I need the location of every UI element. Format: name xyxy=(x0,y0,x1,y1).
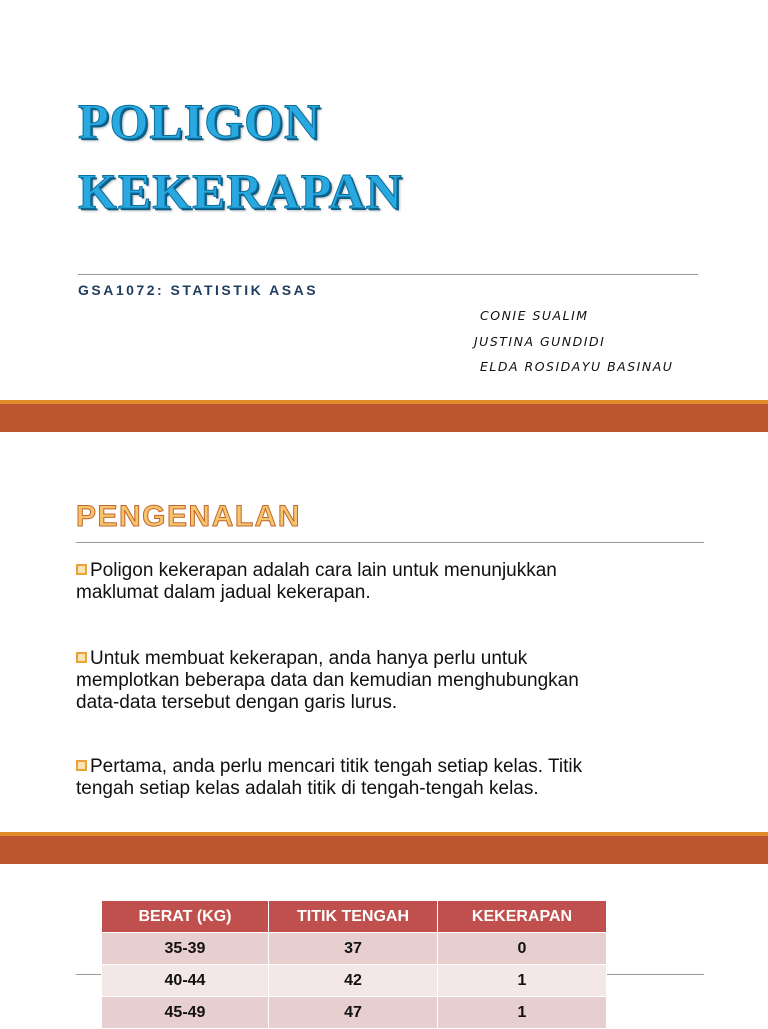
paragraph-line: Poligon kekerapan adalah cara lain untuk menunjukkan xyxy=(90,560,557,581)
table-cell: 45-49 xyxy=(102,997,269,1029)
table-row xyxy=(102,965,607,997)
divider xyxy=(78,274,698,275)
author-name: ELDA ROSIDAYU BASINAU xyxy=(480,359,674,374)
paragraph-line: memplotkan beberapa data dan kemudian menghubungkan xyxy=(76,670,579,691)
paragraph-line: Pertama, anda perlu mencari titik tengah setiap kelas. Titik xyxy=(90,756,583,777)
column-header: BERAT (KG) xyxy=(102,901,269,933)
table-cell: 0 xyxy=(438,933,607,965)
title-slide xyxy=(0,0,768,400)
checkbox-bullet-icon xyxy=(76,564,87,575)
paragraph-line: maklumat dalam jadual kekerapan. xyxy=(76,582,371,603)
paragraph-line: data-data tersebut dengan garis lurus. xyxy=(76,692,398,713)
slide-separator xyxy=(0,400,768,432)
table-cell: 42 xyxy=(269,965,438,997)
table-cell: 37 xyxy=(269,933,438,965)
table-row xyxy=(102,933,607,965)
bullet-paragraph xyxy=(76,648,676,714)
author-name: JUSTINA GUNDIDI xyxy=(474,334,606,349)
table-cell: 40-44 xyxy=(102,965,269,997)
table-cell: 35-39 xyxy=(102,933,269,965)
table-slide xyxy=(0,864,768,1024)
column-header: TITIK TENGAH xyxy=(269,901,438,933)
slide-separator xyxy=(0,832,768,864)
course-subtitle: GSA1072: STATISTIK ASAS xyxy=(78,282,319,298)
paragraph-line: tengah setiap kelas adalah titik di tengah-tengah kelas. xyxy=(76,778,539,799)
column-header: KEKERAPAN xyxy=(438,901,607,933)
table-cell: 47 xyxy=(269,997,438,1029)
bullet-paragraph xyxy=(76,560,676,604)
table-cell: 1 xyxy=(438,965,607,997)
divider xyxy=(76,542,704,543)
checkbox-bullet-icon xyxy=(76,652,87,663)
section-heading: PENGENALAN xyxy=(76,500,302,533)
frequency-table xyxy=(101,900,607,1029)
checkbox-bullet-icon xyxy=(76,760,87,771)
author-name: CONIE SUALIM xyxy=(480,308,589,323)
paragraph-line: Untuk membuat kekerapan, anda hanya perlu untuk xyxy=(90,648,528,669)
intro-slide xyxy=(0,432,768,832)
table-header-row xyxy=(102,901,607,933)
bullet-paragraph xyxy=(76,756,676,800)
title-line-1: POLIGON xyxy=(78,93,322,149)
table-cell: 1 xyxy=(438,997,607,1029)
title-line-2: KEKERAPAN xyxy=(78,163,403,219)
